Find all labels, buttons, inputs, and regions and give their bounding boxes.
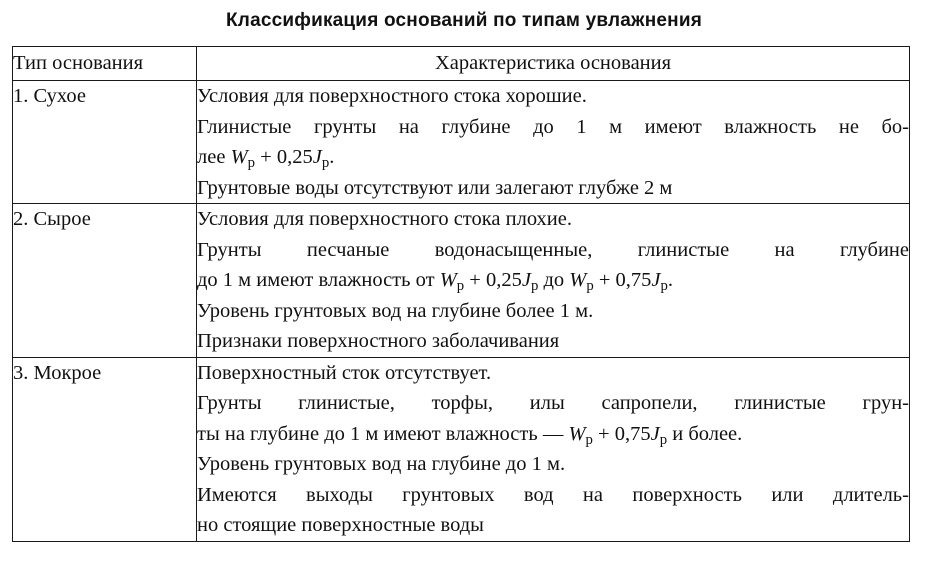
sub-p: р — [530, 278, 539, 295]
desc-line: Грунты глинистые, торфы, илы сапропели, глинистые грун- — [197, 392, 909, 414]
desc-text: . — [667, 269, 673, 291]
table-header-row — [13, 47, 910, 81]
desc-line: Грунтовые воды отсутствуют или залегают глубже 2 м — [197, 176, 673, 199]
var-w: W — [439, 269, 457, 291]
desc-line: Имеются выходы грунтовых вод на поверхность или длитель- — [197, 483, 909, 506]
desc-cell-damp — [197, 204, 910, 358]
desc-line: Уровень грунтовых вод на глубине до 1 м. — [197, 453, 566, 475]
sub-p: р — [585, 431, 593, 448]
desc-line-formula — [197, 142, 909, 173]
desc-text: . — [329, 146, 335, 168]
table-row-dry — [13, 81, 910, 204]
var-w: W — [230, 146, 248, 168]
desc-text: и более. — [667, 422, 743, 445]
var-w: W — [569, 269, 587, 291]
sub-p: р — [586, 278, 594, 295]
sub-p: р — [321, 155, 330, 172]
header-base-type: Тип основания — [13, 47, 197, 81]
desc-line: Поверхностный сток отсутствует. — [197, 361, 492, 384]
var-j: J — [650, 422, 660, 445]
sub-p: р — [660, 278, 668, 295]
desc-cell-wet — [197, 357, 910, 541]
desc-cell-dry — [197, 81, 910, 204]
var-j: J — [312, 146, 322, 168]
desc-line: Глинистые грунты на глубине до 1 м имеют влажность не бо- — [197, 115, 909, 138]
table-title: Классификация оснований по типам увлажнения — [226, 10, 702, 31]
var-w: W — [568, 422, 586, 445]
desc-text: до — [538, 269, 570, 291]
desc-text: + 0,25 — [464, 269, 522, 291]
desc-text: ты на глубине до 1 м имеют влажность — — [197, 422, 569, 445]
desc-text: + 0,25 — [255, 146, 313, 168]
desc-line: Уровень грунтовых вод на глубине более 1 м. — [197, 299, 594, 322]
table-row-damp — [13, 204, 910, 358]
sub-p: р — [659, 431, 668, 448]
sub-p: р — [456, 278, 465, 295]
desc-line: Условия для поверхностного стока хорошие. — [197, 85, 587, 107]
desc-text: до 1 м имеют влажность от — [197, 269, 440, 291]
table-row-wet — [13, 357, 910, 541]
desc-line: Признаки поверхностного заболачивания — [197, 330, 560, 352]
desc-text: лее — [197, 146, 231, 168]
desc-line: Условия для поверхностного стока плохие. — [197, 208, 573, 230]
header-characteristic: Характеристика основания — [197, 47, 910, 81]
type-cell-dry: 1. Сухое — [13, 81, 197, 204]
sub-p: р — [247, 155, 256, 172]
desc-text: + 0,75 — [592, 422, 651, 445]
desc-text: + 0,75 — [593, 269, 652, 291]
desc-line-formula — [197, 265, 909, 296]
desc-line-formula — [197, 419, 909, 450]
classification-table — [12, 46, 910, 542]
desc-line: но стоящие поверхностные воды — [197, 514, 484, 536]
var-j: J — [651, 269, 661, 291]
type-cell-damp: 2. Сырое — [13, 204, 197, 358]
type-cell-wet: 3. Мокрое — [13, 357, 197, 541]
var-j: J — [521, 269, 531, 291]
desc-line: Грунты песчаные водонасыщенные, глинистые на глубине — [197, 238, 909, 261]
